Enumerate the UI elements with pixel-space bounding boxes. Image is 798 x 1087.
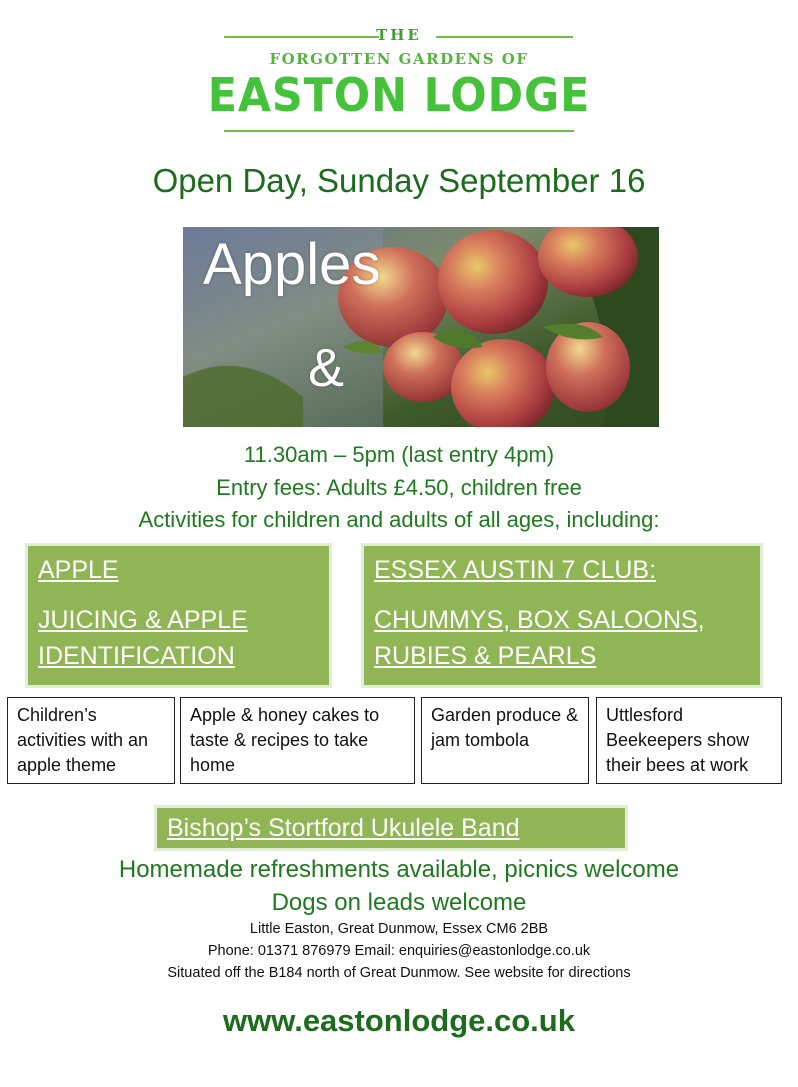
- activity-box-tombola: Garden produce & jam tombola: [421, 697, 589, 784]
- website-link[interactable]: www.eastonlodge.co.uk: [223, 1003, 575, 1038]
- activity-box-cakes: Apple & honey cakes to taste & recipes to take home: [180, 697, 415, 784]
- refreshments-note: Homemade refreshments available, picnics welcome: [118, 856, 680, 883]
- event-title: Open Day, Sunday September 16: [152, 162, 646, 199]
- feature-right-line1: ESSEX AUSTIN 7 CLUB:: [374, 556, 657, 584]
- feature-right-line3: RUBIES & PEARLS: [374, 642, 597, 670]
- activity-box-children: Children’s activities with an apple theme: [7, 697, 175, 784]
- opening-hours: 11.30am – 5pm (last entry 4pm): [243, 442, 555, 467]
- logo-rule-bottom: [224, 130, 574, 132]
- dogs-note: Dogs on leads welcome: [271, 889, 527, 916]
- logo-name: EASTON LODGE: [207, 68, 591, 122]
- feature-left-line3: IDENTIFICATION: [38, 642, 235, 670]
- directions: Situated off the B184 north of Great Dunmow. See website for directions: [167, 965, 631, 981]
- activities-intro: Activities for children and adults of all ages, including:: [138, 507, 660, 532]
- hero-ampersand: &: [308, 338, 345, 398]
- feature-box-apple-juicing: [25, 543, 332, 688]
- ukulele-band-banner: Bishop’s Stortford Ukulele Band: [154, 805, 628, 851]
- entry-fees: Entry fees: Adults £4.50, children free: [216, 475, 582, 500]
- hero-word-apples: Apples: [203, 232, 381, 297]
- address: Little Easton, Great Dunmow, Essex CM6 2BB: [249, 921, 549, 937]
- logo-the: THE: [376, 26, 422, 44]
- feature-left-line2: JUICING & APPLE: [38, 606, 248, 634]
- logo-subtitle: FORGOTTEN GARDENS OF: [269, 50, 529, 68]
- apples-photo: [183, 227, 659, 427]
- activity-box-beekeepers: Uttlesford Beekeepers show their bees at work: [596, 697, 782, 784]
- phone-email: Phone: 01371 876979 Email: enquiries@eastonlodge.co.uk: [207, 943, 591, 959]
- feature-box-austin-club: [361, 543, 763, 688]
- feature-left-line1: APPLE: [38, 556, 119, 584]
- feature-right-line2: CHUMMYS, BOX SALOONS,: [374, 606, 705, 634]
